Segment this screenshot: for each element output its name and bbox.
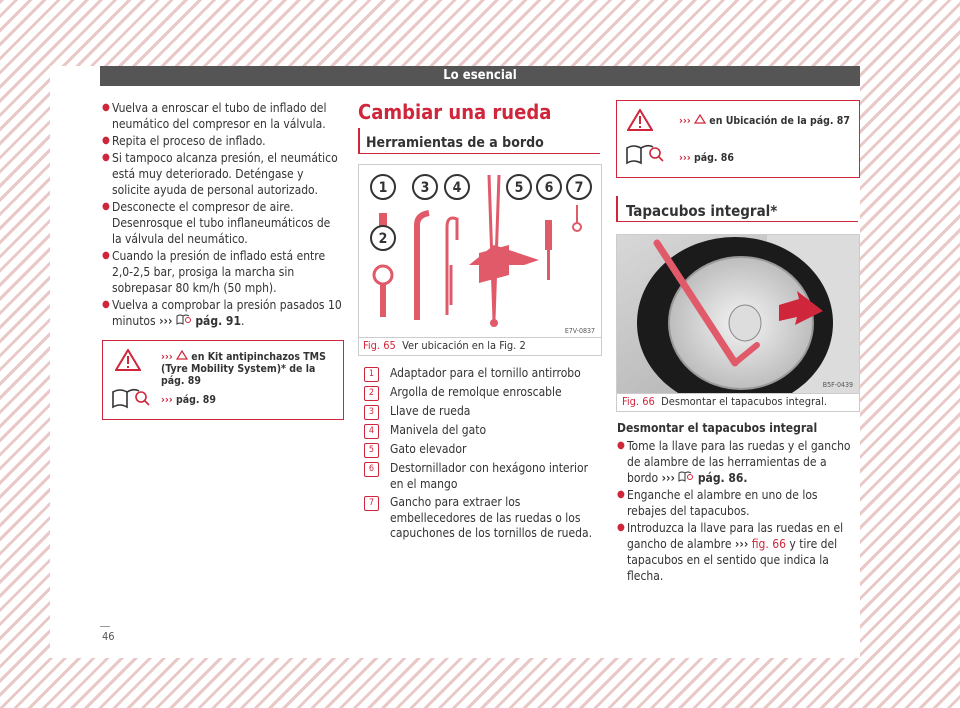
figure-66 xyxy=(616,234,860,412)
notice-box: ››› en Kit antipinchazos TMS (Tyre Mobility System)* de la pág. 89 ››› pág. 89 xyxy=(102,340,344,420)
callout-6: 6 xyxy=(544,180,554,196)
list-item: ● Vuelva a enroscar el tubo de inflado del neumático del compresor en la válvula. xyxy=(102,101,327,131)
callout-7: 7 xyxy=(574,180,584,196)
list-item: ● Cuando la presión de inflado está entre 2,0-2,5 bar, prosiga la marcha sin sobrepasar 80 km/h (50 mph). xyxy=(102,249,326,295)
left-column xyxy=(102,100,342,330)
warning-icon xyxy=(115,349,141,375)
page-ref-link[interactable]: pág. 86. xyxy=(697,471,748,485)
callout-3: 3 xyxy=(420,180,430,196)
page-ref-link[interactable]: pág. 91 xyxy=(195,314,241,328)
title-rule xyxy=(616,221,858,222)
section-title: Cambiar una rueda xyxy=(358,100,552,124)
notice-book-ref[interactable]: pág. 89 xyxy=(175,394,216,406)
book-icon xyxy=(111,387,151,413)
callout-5: 5 xyxy=(514,180,524,196)
page-header: Lo esencial xyxy=(100,66,860,86)
list-item: ● Desconecte el compresor de aire. Desenrosque el tubo inflaneumáticos de la válvula del neumático. xyxy=(102,200,331,246)
figure-ref-link[interactable]: fig. 66 xyxy=(751,537,786,551)
book-icon xyxy=(625,143,665,169)
warning-icon xyxy=(627,109,653,135)
list-item: ● Vuelva a comprobar la presión pasados 10 minutos ››› pág. 91. xyxy=(102,298,342,328)
subtitle-rule xyxy=(358,153,600,154)
tools-list xyxy=(364,366,600,545)
list-item: ● Enganche el alambre en uno de los rebajes del tapacubos. xyxy=(617,488,818,518)
book-icon xyxy=(678,471,694,482)
procedure xyxy=(617,420,860,585)
section-title-hubcap: Tapacubos integral* xyxy=(626,202,778,220)
book-icon xyxy=(176,314,195,328)
list-item: 2 Argolla de remolque enroscable xyxy=(364,385,600,401)
warning-icon xyxy=(694,114,706,124)
callout-4: 4 xyxy=(452,180,462,196)
list-item: ● Introduzca la llave para las ruedas en el gancho de alambre ››› fig. 66 y tire del tapacubos en el sentido que indica la flecha. xyxy=(617,521,844,583)
figure-caption: Fig. 66 Desmontar el tapacubos integral. xyxy=(622,395,828,408)
list-item: 5 Gato elevador xyxy=(364,442,600,458)
notice-warning-ref[interactable]: en Ubicación de la pág. 87 xyxy=(709,115,850,127)
hubcap-photo xyxy=(617,235,859,393)
procedure-title: Desmontar el tapacubos integral xyxy=(617,421,818,435)
figure-code: E7V-0837 xyxy=(564,327,595,335)
section-subtitle: Herramientas de a bordo xyxy=(366,135,544,151)
list-item: 1 Adaptador para el tornillo antirrobo xyxy=(364,366,600,382)
list-item: 7 Gancho para extraer los embellecedores de las ruedas o los capuchones de los tornillos de rueda. xyxy=(364,495,600,542)
subtitle-marker xyxy=(358,128,360,154)
figure-65 xyxy=(358,164,602,356)
list-item: 6 Destornillador con hexágono interior en el mango xyxy=(364,461,600,492)
list-item: ● Si tampoco alcanza presión, el neumático está muy deteriorado. Deténgase y solicite ayuda de personal autorizado. xyxy=(102,151,338,197)
tools-illustration xyxy=(359,165,601,337)
notice-book-ref[interactable]: pág. 86 xyxy=(693,152,734,164)
list-item: 3 Llave de rueda xyxy=(364,404,600,420)
callout-1: 1 xyxy=(378,180,388,196)
list-item: 4 Manivela del gato xyxy=(364,423,600,439)
callout-2: 2 xyxy=(378,231,388,247)
list-item: ● Repita el proceso de inflado. xyxy=(102,134,266,148)
page-number: 46 xyxy=(102,630,115,643)
list-item: ● Tome la llave para las ruedas y el gancho de alambre de las herramientas de a bordo ››› pág. 86. xyxy=(617,439,851,485)
warning-icon xyxy=(176,350,188,360)
figure-caption: Fig. 65 Ver ubicación en la Fig. 2 xyxy=(363,339,526,352)
notice-box-right: ››› en Ubicación de la pág. 87 ››› pág. 86 xyxy=(616,100,860,178)
figure-code: B5F-0439 xyxy=(822,381,853,389)
notice-warning-ref[interactable]: en Kit antipinchazos TMS (Tyre Mobility System)* de la pág. 89 xyxy=(161,351,326,387)
title-marker xyxy=(616,196,618,222)
